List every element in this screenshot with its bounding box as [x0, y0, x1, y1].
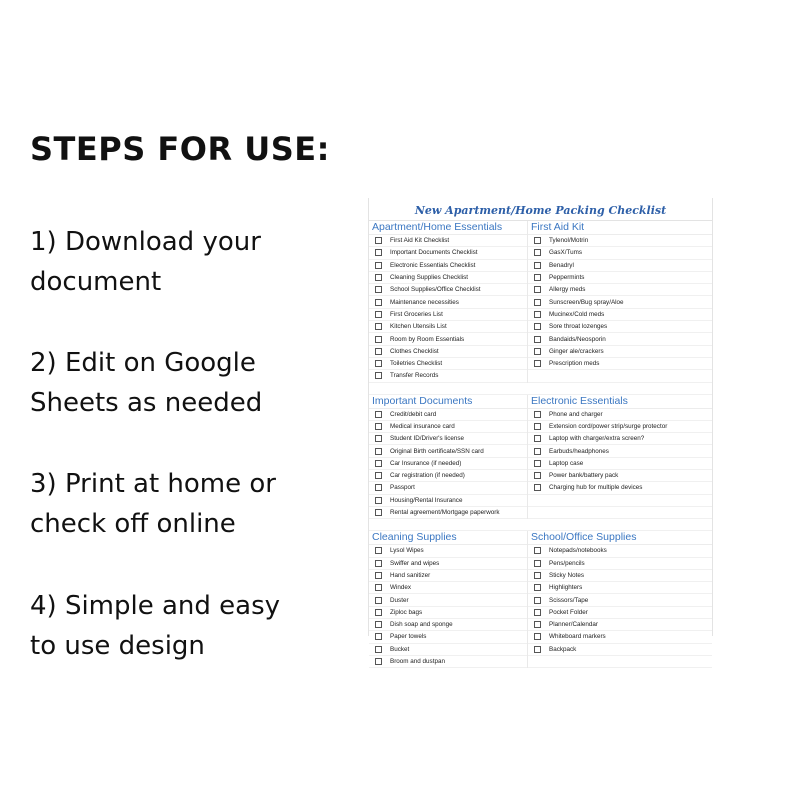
checklist-item: [369, 656, 527, 668]
step-1: [30, 222, 330, 302]
checklist-item-label: Sunscreen/Bug spray/Aloe: [549, 298, 624, 306]
checklist-item-label: Mucinex/Cold meds: [549, 310, 605, 318]
checklist-item: [528, 582, 712, 594]
checklist-item: [369, 333, 527, 345]
checklist-item: [369, 631, 527, 643]
checkbox[interactable]: [375, 658, 382, 665]
checkbox[interactable]: [375, 597, 382, 604]
checklist-item: [528, 631, 712, 643]
checklist-item-label: Extension cord/power strip/surge protector: [549, 423, 668, 430]
section-title: First Aid Kit: [528, 221, 712, 235]
checklist-section: [369, 531, 712, 668]
checklist-item-label: Peppermints: [549, 274, 585, 282]
checkbox[interactable]: [375, 274, 382, 281]
checklist-item-label: Maintenance necessities: [390, 298, 459, 306]
checklist-item: [369, 482, 527, 494]
checkbox[interactable]: [534, 299, 541, 306]
checklist-item-label: Student ID/Driver's license: [390, 435, 464, 443]
checklist-item: [369, 247, 527, 259]
checklist-item-label: Whiteboard markers: [549, 633, 606, 641]
checklist-item-label: Passport: [390, 484, 415, 492]
checklist-item: [528, 482, 712, 494]
checklist-item-label: School Supplies/Office Checklist: [390, 286, 481, 294]
checklist-item-label: Bandaids/Neosporin: [549, 335, 606, 343]
checkbox[interactable]: [375, 323, 382, 330]
checklist-item: [369, 570, 527, 582]
checkbox[interactable]: [375, 572, 382, 579]
checkbox[interactable]: [534, 560, 541, 567]
checklist-item-label: Ginger ale/crackers: [549, 347, 604, 355]
checkbox[interactable]: [375, 249, 382, 256]
checkbox[interactable]: [375, 497, 382, 504]
checklist-item-label: Medical insurance card: [390, 423, 455, 430]
checklist-item: [369, 619, 527, 631]
checkbox[interactable]: [375, 584, 382, 591]
checkbox[interactable]: [534, 286, 541, 293]
checklist-item: [528, 346, 712, 358]
checklist-item: [528, 421, 712, 433]
checkbox[interactable]: [534, 472, 541, 479]
checklist-item: [528, 644, 712, 656]
checklist-item: [369, 272, 527, 284]
checkbox[interactable]: [375, 621, 382, 628]
checkbox[interactable]: [375, 633, 382, 640]
checkbox[interactable]: [534, 460, 541, 467]
checkbox[interactable]: [375, 299, 382, 306]
step-3-line-2: check off online: [30, 509, 236, 539]
checklist-item-label: Backpack: [549, 645, 577, 653]
checkbox[interactable]: [534, 411, 541, 418]
checklist-item-label: Swiffer and wipes: [390, 559, 440, 567]
checklist-item-label: Important Documents Checklist: [390, 249, 478, 257]
checklist-item-label: Duster: [390, 596, 409, 604]
checklist-item: [369, 235, 527, 247]
checklist-item-label: Electronic Essentials Checklist: [390, 261, 476, 269]
checklist-item-label: Charging hub for multiple devices: [549, 484, 643, 492]
checkbox[interactable]: [534, 448, 541, 455]
checklist-item: [528, 594, 712, 606]
step-1-line-1: 1) Download your: [30, 227, 261, 257]
checklist-sections: [369, 221, 712, 668]
checklist-item: [369, 545, 527, 557]
checklist-item: [369, 346, 527, 358]
checklist-item: [528, 284, 712, 296]
checklist-column-left: [369, 531, 528, 668]
checklist-item: [369, 644, 527, 656]
checkbox[interactable]: [534, 323, 541, 330]
step-3-line-1: 3) Print at home or: [30, 469, 276, 499]
checklist-item: [369, 309, 527, 321]
checkbox[interactable]: [534, 609, 541, 616]
checkbox[interactable]: [375, 372, 382, 379]
checklist-item: [528, 545, 712, 557]
section-spacer: [369, 383, 712, 395]
checklist-item-label: Pens/pencils: [549, 559, 585, 567]
checklist-item-label: Housing/Rental Insurance: [390, 496, 463, 504]
checklist-item-label: Highlighters: [549, 584, 583, 592]
checkbox[interactable]: [534, 237, 541, 244]
checkbox[interactable]: [534, 572, 541, 579]
checkbox[interactable]: [375, 646, 382, 653]
checkbox[interactable]: [375, 560, 382, 567]
checklist-item: [369, 582, 527, 594]
checklist-item: [528, 619, 712, 631]
checkbox[interactable]: [534, 262, 541, 269]
checklist-item-label: Earbuds/headphones: [549, 447, 609, 455]
checklist-item: [528, 235, 712, 247]
checklist-column-left: [369, 221, 528, 383]
checkbox[interactable]: [375, 435, 382, 442]
checklist-item-label: Allergy meds: [549, 286, 586, 294]
checkbox[interactable]: [534, 336, 541, 343]
checkbox[interactable]: [375, 311, 382, 318]
checkbox[interactable]: [375, 348, 382, 355]
checklist-item: [369, 260, 527, 272]
checklist-item: [369, 296, 527, 308]
steps-heading: STEPS FOR USE:: [30, 130, 330, 168]
checklist-item: [369, 470, 527, 482]
checklist-item-label: Lysol Wipes: [390, 547, 424, 555]
checkbox[interactable]: [375, 286, 382, 293]
step-2: [30, 343, 330, 423]
checklist-item: [369, 370, 527, 382]
checklist-item: [369, 421, 527, 433]
checklist-item-label: Hand sanitizer: [390, 571, 431, 579]
checkbox[interactable]: [534, 547, 541, 554]
checklist-item: [369, 507, 527, 519]
section-title: Cleaning Supplies: [369, 531, 527, 545]
checklist-item: [528, 470, 712, 482]
section-title: Electronic Essentials: [528, 395, 712, 409]
checklist-item-label: Ziploc bags: [390, 608, 423, 616]
empty-row: [528, 656, 712, 668]
checklist-item: [369, 558, 527, 570]
step-2-line-2: Sheets as needed: [30, 388, 263, 418]
checklist-item: [369, 358, 527, 370]
checkbox[interactable]: [375, 448, 382, 455]
checklist-item: [369, 458, 527, 470]
checklist-item-label: Laptop with charger/extra screen?: [549, 435, 645, 443]
checklist-item-label: Car registration (if needed): [390, 472, 465, 480]
checklist-item-label: Transfer Records: [390, 372, 439, 380]
checkbox[interactable]: [534, 435, 541, 442]
checklist-item: [528, 247, 712, 259]
empty-row: [528, 495, 712, 507]
checkbox[interactable]: [534, 597, 541, 604]
checklist-item-label: Sticky Notes: [549, 571, 584, 579]
empty-row: [528, 370, 712, 382]
step-2-line-1: 2) Edit on Google: [30, 348, 256, 378]
checklist-item-label: Dish soap and sponge: [390, 621, 453, 629]
checklist-item-label: Paper towels: [390, 633, 427, 641]
section-title: School/Office Supplies: [528, 531, 712, 545]
checkbox[interactable]: [534, 360, 541, 367]
checkbox[interactable]: [534, 249, 541, 256]
checklist-item-label: Power bank/battery pack: [549, 472, 619, 480]
step-3: [30, 464, 330, 544]
checklist-column-right: [528, 531, 712, 668]
section-spacer: [369, 519, 712, 531]
checkbox[interactable]: [534, 348, 541, 355]
checklist-item: [528, 409, 712, 421]
checkbox[interactable]: [534, 584, 541, 591]
checkbox[interactable]: [375, 237, 382, 244]
checklist-item-label: Scissors/Tape: [549, 596, 589, 604]
checkbox[interactable]: [375, 360, 382, 367]
checklist-item-label: Prescription meds: [549, 360, 600, 368]
checkbox[interactable]: [375, 262, 382, 269]
checklist-item-label: Pocket Folder: [549, 608, 588, 616]
checklist-item-label: Original Birth certificate/SSN card: [390, 447, 484, 455]
checklist-item-label: Car Insurance (if needed): [390, 459, 462, 467]
checklist-item-label: Clothes Checklist: [390, 347, 439, 355]
checklist-column-right: [528, 395, 712, 520]
checkbox[interactable]: [534, 646, 541, 653]
step-4: [30, 586, 330, 666]
checklist-item: [528, 260, 712, 272]
checklist-item: [528, 445, 712, 457]
checklist-item-label: Planner/Calendar: [549, 621, 599, 629]
checklist-item: [369, 433, 527, 445]
section-title: Apartment/Home Essentials: [369, 221, 527, 235]
checkbox[interactable]: [534, 621, 541, 628]
checklist-item: [369, 594, 527, 606]
checkbox[interactable]: [375, 472, 382, 479]
checklist-item: [528, 333, 712, 345]
checklist-item-label: Windex: [390, 584, 411, 592]
checkbox[interactable]: [375, 547, 382, 554]
checklist-item: [369, 495, 527, 507]
checklist-item: [528, 607, 712, 619]
checklist-item-label: Kitchen Utensils List: [390, 323, 447, 331]
checklist-item-label: Rental agreement/Mortgage paperwork: [390, 509, 500, 517]
checklist-column-left: [369, 395, 528, 520]
checkbox[interactable]: [534, 484, 541, 491]
checklist-item: [528, 458, 712, 470]
checklist-item: [369, 445, 527, 457]
checkbox[interactable]: [375, 609, 382, 616]
checklist-column-right: [528, 221, 712, 383]
checkbox[interactable]: [534, 274, 541, 281]
checklist-item-label: Notepads/notebooks: [549, 547, 607, 555]
empty-row: [528, 507, 712, 519]
checklist-item-label: Credit/debit card: [390, 410, 437, 418]
checklist-item: [528, 433, 712, 445]
checklist-item: [369, 607, 527, 619]
checklist-item: [369, 284, 527, 296]
checklist-item-label: Tylenol/Motrin: [549, 237, 589, 245]
section-title: Important Documents: [369, 395, 527, 409]
checkbox[interactable]: [375, 423, 382, 430]
checklist-item-label: Sore throat lozenges: [549, 323, 608, 331]
checkbox[interactable]: [534, 423, 541, 430]
checkbox[interactable]: [375, 509, 382, 516]
checklist-title: New Apartment/Home Packing Checklist: [369, 198, 712, 221]
checklist-item-label: First Aid Kit Checklist: [390, 237, 450, 245]
checklist-item-label: Toiletries Checklist: [390, 360, 443, 368]
checklist-item: [528, 309, 712, 321]
checkbox[interactable]: [375, 336, 382, 343]
checkbox[interactable]: [375, 484, 382, 491]
step-4-line-1: 4) Simple and easy: [30, 591, 281, 621]
checklist-item-label: First Groceries List: [390, 310, 443, 318]
checklist-item: [528, 358, 712, 370]
checklist-item: [528, 296, 712, 308]
step-4-line-2: to use design: [30, 631, 205, 661]
checklist-sheet-preview: [368, 198, 713, 666]
checkbox[interactable]: [534, 633, 541, 640]
checklist-item-label: Benadryl: [549, 261, 574, 269]
checklist-section: [369, 395, 712, 520]
step-1-line-2: document: [30, 267, 162, 297]
checklist-item-label: GasX/Tums: [549, 249, 583, 257]
checklist-item-label: Broom and dustpan: [390, 658, 445, 666]
checklist-item-label: Room by Room Essentials: [390, 335, 465, 343]
checklist-item: [528, 570, 712, 582]
checklist-item-label: Bucket: [390, 645, 410, 653]
checklist-item: [369, 409, 527, 421]
checklist-item-label: Phone and charger: [549, 410, 603, 418]
checkbox[interactable]: [534, 311, 541, 318]
checklist-section: [369, 221, 712, 383]
checklist-item: [528, 321, 712, 333]
checklist-item-label: Laptop case: [549, 459, 584, 467]
checklist-item: [528, 558, 712, 570]
checkbox[interactable]: [375, 460, 382, 467]
checklist-item-label: Cleaning Supplies Checklist: [390, 274, 469, 282]
checklist-item: [528, 272, 712, 284]
checkbox[interactable]: [375, 411, 382, 418]
checklist-item: [369, 321, 527, 333]
